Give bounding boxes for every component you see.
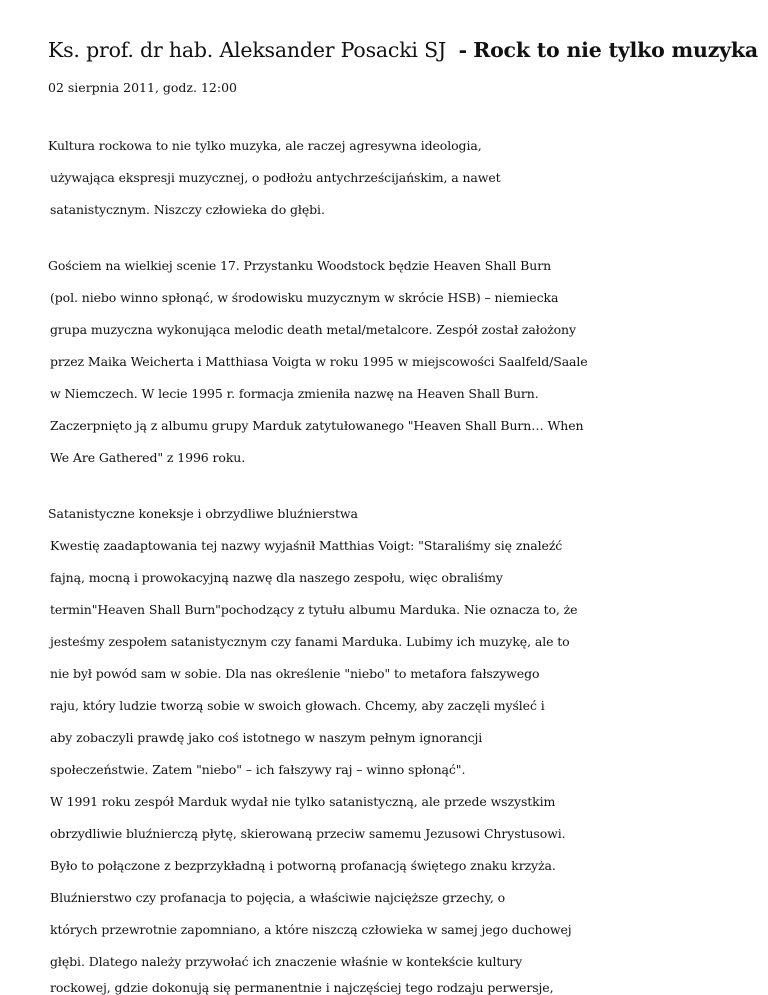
text-line: grupa muzyczna wykonująca melodic death metal/metalcore. Zespół został założony [50, 322, 576, 337]
text-line: przez Maika Weicherta i Matthiasa Voigta w roku 1995 w miejscowości Saalfeld/Saale [50, 354, 588, 369]
text-line: We Are Gathered" z 1996 roku. [50, 450, 246, 465]
text-line: Było to połączone z bezprzykładną i potworną profanacją świętego znaku krzyża. [50, 858, 556, 873]
article-date: 02 sierpnia 2011, godz. 12:00 [48, 80, 237, 95]
text-line: Kwestię zaadaptowania tej nazwy wyjaśnił Matthias Voigt: "Staraliśmy się znaleźć [50, 538, 563, 553]
text-line: (pol. niebo winno spłonąć, w środowisku muzycznym w skrócie HSB) – niemiecka [50, 290, 559, 305]
title-separator: - [458, 38, 467, 62]
text-line: obrzydliwie bluźnierczą płytę, skierowaną przeciw samemu Jezusowi Chrystusowi. [50, 826, 566, 841]
text-line: w Niemczech. W lecie 1995 r. formacja zmieniła nazwę na Heaven Shall Burn. [50, 386, 539, 401]
text-line: Kultura rockowa to nie tylko muzyka, ale raczej agresywna ideologia, [48, 138, 482, 153]
text-line: społeczeństwie. Zatem "niebo" – ich fałszywy raj – winno spłonąć". [50, 762, 466, 777]
text-line: Zaczerpnięto ją z albumu grupy Marduk zatytułowanego "Heaven Shall Burn… When [50, 418, 584, 433]
text-line: głębi. Dlatego należy przywołać ich znaczenie właśnie w kontekście kultury [50, 954, 523, 969]
text-line: termin"Heaven Shall Burn"pochodzący z tytułu albumu Marduka. Nie oznacza to, że [50, 602, 578, 617]
text-line: aby zobaczyli prawdę jako coś istotnego w naszym pełnym ignorancji [50, 730, 483, 745]
text-line: W 1991 roku zespół Marduk wydał nie tylko satanistyczną, ale przede wszystkim [50, 794, 556, 809]
article-title [48, 38, 758, 62]
text-line: nie był powód sam w sobie. Dla nas określenie "niebo" to metafora fałszywego [50, 666, 540, 681]
article-author: Ks. prof. dr hab. Aleksander Posacki SJ [48, 38, 446, 62]
section-heading: Satanistyczne koneksje i obrzydliwe bluźnierstwa [48, 506, 358, 521]
text-line: rockowej, gdzie dokonują się permanentnie i najczęściej tego rodzaju perwersje, [50, 980, 554, 995]
article-headline: Rock to nie tylko muzyka [473, 38, 758, 62]
text-line: fajną, mocną i prowokacyjną nazwę dla naszego zespołu, więc obraliśmy [50, 570, 503, 585]
text-line: Gościem na wielkiej scenie 17. Przystanku Woodstock będzie Heaven Shall Burn [48, 258, 552, 273]
text-line: jesteśmy zespołem satanistycznym czy fanami Marduka. Lubimy ich muzykę, ale to [50, 634, 570, 649]
text-line: których przewrotnie zapomniano, a które niszczą człowieka w samej jego duchowej [50, 922, 572, 937]
text-line: używająca ekspresji muzycznej, o podłożu antychrześcijańskim, a nawet [50, 170, 501, 185]
text-line: raju, który ludzie tworzą sobie w swoich głowach. Chcemy, aby zaczęli myśleć i [50, 698, 545, 713]
text-line: satanistycznym. Niszczy człowieka do głębi. [50, 202, 325, 217]
text-line: Bluźnierstwo czy profanacja to pojęcia, a właściwie najcięższe grzechy, o [50, 890, 506, 905]
